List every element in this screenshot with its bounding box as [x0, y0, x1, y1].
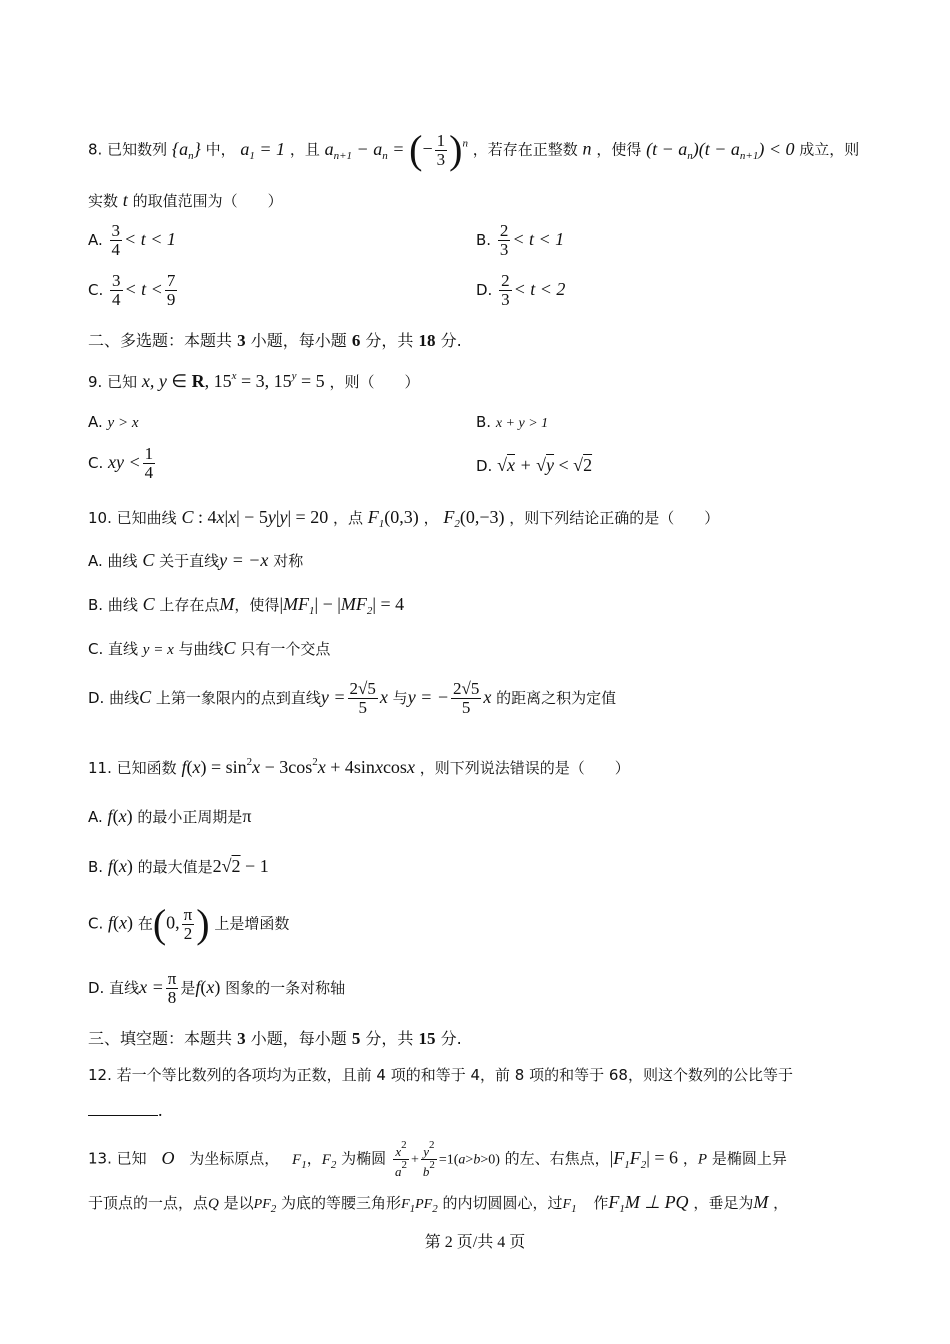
q8-stem-line1: 8. 已知数列 $\{a_n\}$ 中， $a_1 = 1$ ，且 $a_{n+1} - a_n$ = (− $\frac{1}{3}$ )$^n$ ，若存在正整数 n ，使得 $(t - a_n)(t - a_{n+1}) < 0$ 成立，则 — [88, 127, 860, 172]
q12-stem: 12. 若一个等比数列的各项均为正数，且前 4 项的和等于 4，前 8 项的和等于 68，则这个数列的公比等于 — [88, 1066, 793, 1084]
q8-stem-line2: 实数 t 的取值范围为（ ） — [88, 190, 283, 210]
page-footer: 第 2 页/共 4 页 — [424, 1234, 526, 1251]
q11-option-c: C. f(x) 在(0, $\frac{\pi}{2}$ ) 上是增函数 — [88, 901, 290, 946]
q10-option-a: A. 曲线 C 关于直线y = −x 对称 — [88, 550, 304, 570]
q8-option-c: C. $\frac{3}{4}$ < t < $\frac{7}{9}$ — [88, 271, 176, 309]
q12-answer-blank[interactable]: . — [88, 1100, 163, 1121]
q13-stem-line1: 13. 已知 O 为坐标原点， $F_1$，$F_2$ 为椭圆 $\frac{x^2}{a^2}$ + $\frac{y^2}{b^2}$ =1(a>b>0) 的左、右焦点，$|F_1F_2| = 6$ ，P 是椭圆上异 — [88, 1139, 787, 1179]
q10-option-b: B. 曲线 C 上存在点M，使得$|MF_1| - |MF_2| = 4$ — [88, 594, 405, 617]
section-3-heading: 三、填空题：本题共 3 小题，每小题 5 分，共 15 分. — [88, 1029, 462, 1048]
q9-stem: 9. 已知 x, y ∈ R, $15^x = 3$, $15^y = 5$ ，则（ ） — [88, 370, 420, 391]
q10-stem: 10. 已知曲线 C : 4x|x| − 5y|y| = 20 ，点 $F_1(0,3)$ ， $F_2(0,-3)$ ，则下列结论正确的是（ ） — [88, 507, 720, 530]
q10-option-c: C. 直线 y = x 与曲线C 只有一个交点 — [88, 638, 331, 658]
q11-option-a: A. f(x) 的最小正周期是π — [88, 806, 252, 826]
q9-option-a: A. y > x — [88, 413, 139, 431]
q13-stem-line2: 于顶点的一点，点Q 是以$PF_2$ 为底的等腰三角形$F_1PF_2$ 的内切圆圆心，过$F_1$ 作$F_1M$ ⊥ PQ ，垂足为M ， — [88, 1192, 789, 1215]
section-2-heading: 二、多选题：本题共 3 小题，每小题 6 分，共 18 分. — [88, 331, 462, 350]
q8-option-d: D. $\frac{2}{3}$ < t < 2 — [476, 271, 566, 309]
q11-option-b: B. f(x) 的最大值是2√2 − 1 — [88, 856, 269, 876]
q11-stem: 11. 已知函数 $f(x) = \sin^2x - 3\cos^2x$ + 4sinxcosx ，则下列说法错误的是（ ） — [88, 756, 630, 777]
q9-option-c: C. xy < $\frac{1}{4}$ — [88, 444, 154, 482]
q8-option-a: A. $\frac{3}{4}$ < t < 1 — [88, 221, 176, 259]
q9-option-d: D. √x + √y < √2 — [476, 455, 593, 475]
q9-option-b: B. x + y > 1 — [476, 413, 549, 431]
q10-option-d: D. 曲线C 上第一象限内的点到直线y = $\frac{2√5}{5}$ x 与y = − $\frac{2√5}{5}$ x 的距离之积为定值 — [88, 679, 617, 717]
q11-option-d: D. 直线x = $\frac{\pi}{8}$ 是f(x) 图象的一条对称轴 — [88, 969, 346, 1007]
q8-option-b: B. $\frac{2}{3}$ < t < 1 — [476, 221, 565, 259]
